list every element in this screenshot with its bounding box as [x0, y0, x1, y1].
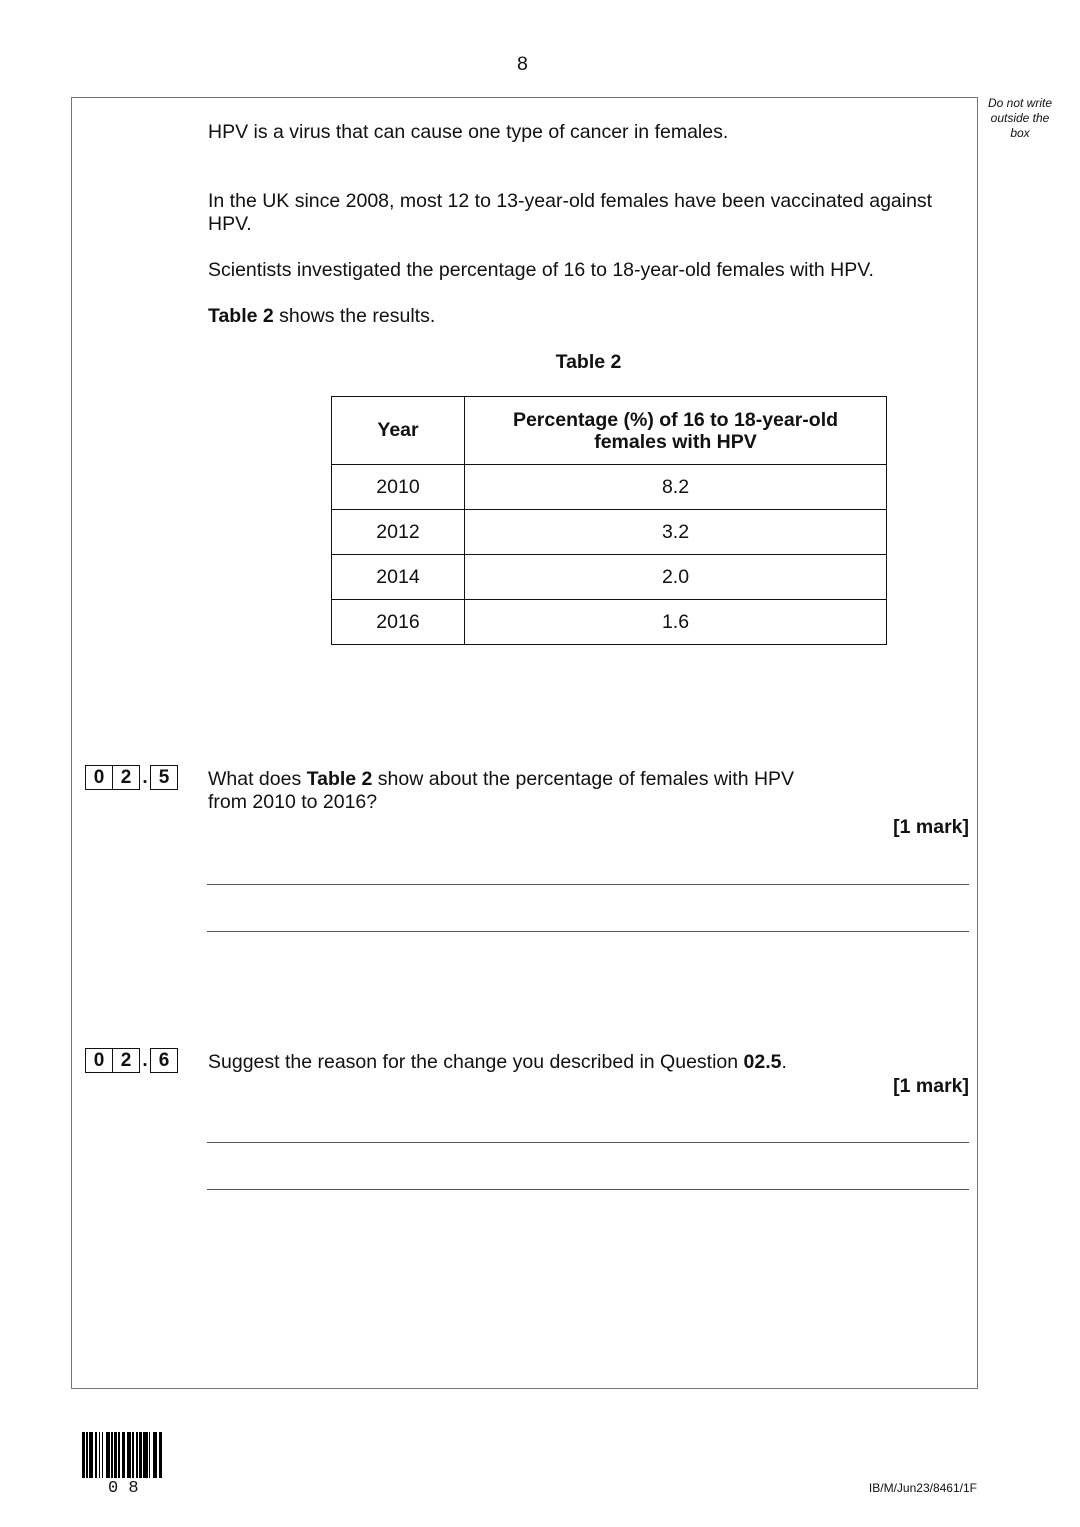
table-header-row	[332, 397, 887, 465]
intro-p1: HPV is a virus that can cause one type of cancer in females.	[208, 121, 729, 143]
margin-note: Do not write outside the box	[987, 96, 1053, 140]
table-row	[332, 555, 887, 600]
qn-digit: 0	[93, 1050, 105, 1071]
answer-line[interactable]	[207, 884, 969, 885]
question-02-5-text	[208, 768, 828, 814]
question-number-02-6: 0 2 . 6	[85, 1048, 178, 1073]
answer-box-frame	[71, 97, 978, 1389]
table-row	[332, 465, 887, 510]
cell-percentage: 3.2	[465, 510, 887, 555]
cell-year: 2016	[332, 600, 465, 645]
qn-digit: 2	[112, 766, 139, 789]
q-text: .	[781, 1051, 787, 1073]
intro-p4	[208, 305, 435, 328]
q-bold: Table 2	[306, 768, 373, 790]
barcode-bar	[159, 1432, 162, 1478]
paper-reference: IB/M/Jun23/8461/1F	[868, 1481, 977, 1495]
cell-year: 2010	[332, 465, 465, 510]
q-text: What does	[208, 768, 307, 790]
table-row	[332, 510, 887, 555]
intro-p3: Scientists investigated the percentage of 16 to 18-year-old females with HPV.	[208, 259, 874, 281]
qn-digit: 2	[112, 1049, 139, 1072]
marks-02-5: [1 mark]	[893, 816, 969, 838]
cell-percentage: 1.6	[465, 600, 887, 645]
qn-sub: 6	[158, 1050, 170, 1071]
q-text: Suggest the reason for the change you described in Question	[208, 1051, 744, 1073]
answer-line[interactable]	[207, 931, 969, 932]
marks-02-6: [1 mark]	[893, 1075, 969, 1097]
cell-percentage: 2.0	[465, 555, 887, 600]
question-02-6-text	[208, 1051, 787, 1074]
header-year: Year	[332, 397, 465, 465]
barcode-number: 0 8	[108, 1479, 139, 1498]
qn-digit: 0	[93, 767, 105, 788]
q-text: show about the percentage of females with HPV from 2010 to 2016?	[208, 768, 795, 813]
intro-p2: In the UK since 2008, most 12 to 13-year-old females have been vaccinated against HPV.	[208, 190, 933, 235]
cell-year: 2014	[332, 555, 465, 600]
page-number: 8	[517, 53, 528, 75]
cell-percentage: 8.2	[465, 465, 887, 510]
qn-sub: 5	[158, 767, 170, 788]
table-ref: Table 2	[208, 305, 274, 327]
question-number-02-5: 0 2 . 5	[85, 765, 178, 790]
answer-line[interactable]	[207, 1189, 969, 1190]
header-percentage: Percentage (%) of 16 to 18-year-old females with HPV	[465, 397, 887, 465]
cell-year: 2012	[332, 510, 465, 555]
data-table	[331, 396, 887, 645]
q-bold: 02.5	[743, 1051, 782, 1073]
table-caption: Table 2	[555, 351, 622, 373]
answer-line[interactable]	[207, 1142, 969, 1143]
table-row	[332, 600, 887, 645]
intro-p4-text: shows the results.	[273, 305, 436, 327]
barcode	[82, 1432, 162, 1478]
